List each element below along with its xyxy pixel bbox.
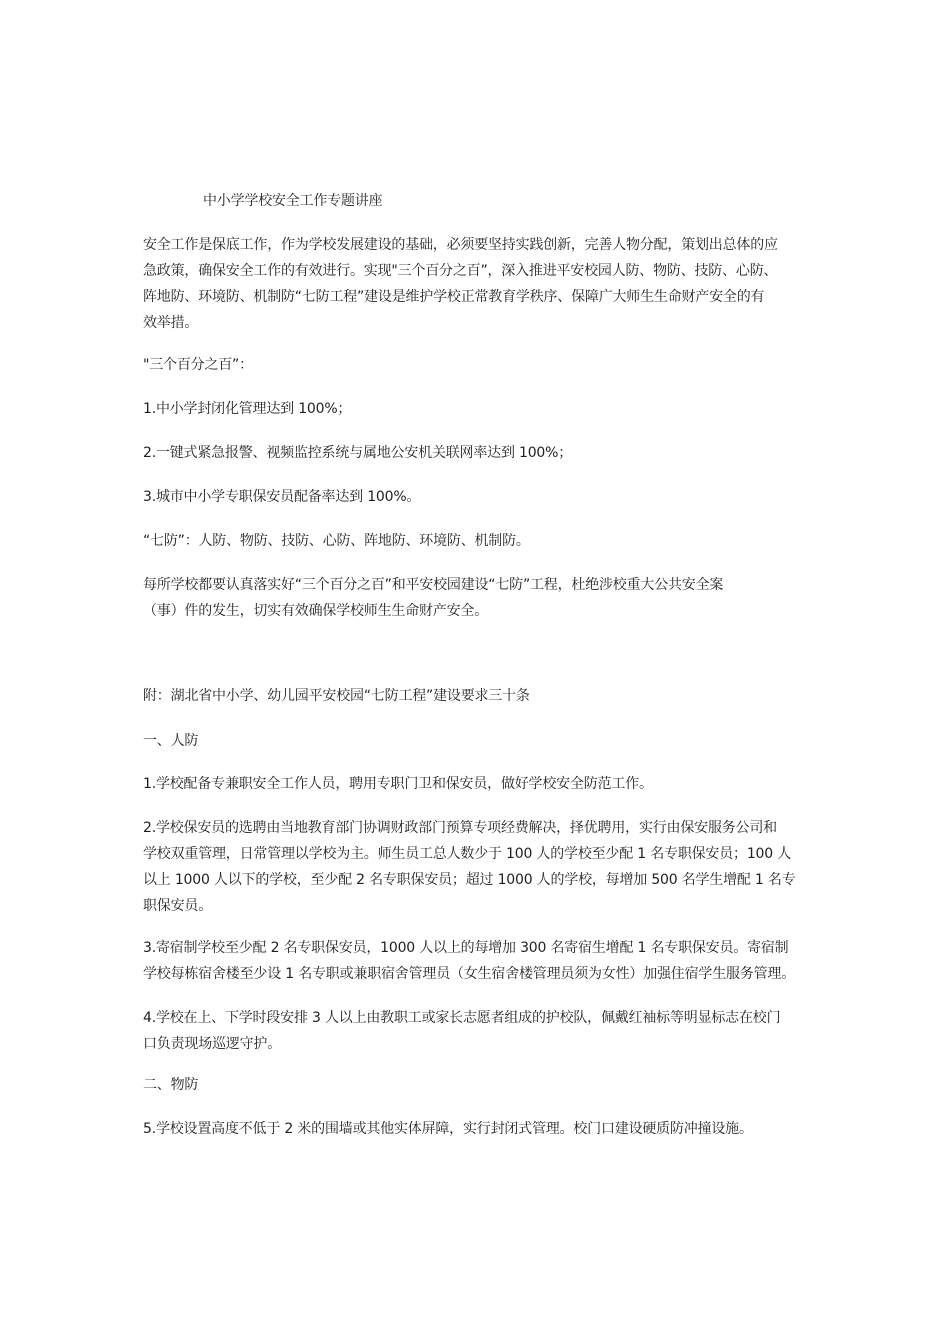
rule-5: 5.学校设置高度不低于 2 米的围墙或其他实体屏障，实行封闭式管理。校门口建设硬质防冲撞设施。 [143, 1121, 753, 1137]
rule-4-line: 4.学校在上、下学时段安排 3 人以上由教职工或家长志愿者组成的护校队，佩戴红袖标等明显标志在校门 [143, 1010, 781, 1026]
rule-1: 1.学校配备专兼职安全工作人员，聘用专职门卫和保安员，做好学校安全防范工作。 [143, 776, 653, 792]
section-1-heading: 一、人防 [143, 733, 199, 749]
list-item-2: 2.一键式紧急报警、视频监控系统与属地公安机关联网率达到 100%； [143, 445, 573, 461]
summary-line: 每所学校都要认真落实好“三个百分之百”和平安校园建设“七防”工程，杜绝涉校重大公共安全案 [143, 577, 724, 593]
summary-line: （事）件的发生，切实有效确保学校师生生命财产安全。 [143, 603, 488, 619]
rule-3 [143, 935, 813, 987]
rule-2-line: 职保安员。 [143, 898, 212, 914]
rule-4-line: 口负责现场巡逻守护。 [143, 1036, 281, 1052]
rule-2 [143, 815, 813, 919]
three-hundred-heading: "三个百分之百”： [143, 357, 253, 373]
seven-defense-line: “七防”：人防、物防、技防、心防、阵地防、环境防、机制防。 [143, 533, 530, 549]
rule-2-line: 2.学校保安员的选聘由当地教育部门协调财政部门预算专项经费解决，择优聘用，实行由保安服务公司和 [143, 820, 777, 836]
intro-line: 安全工作是保底工作，作为学校发展建设的基础，必须要坚持实践创新，完善人物分配，策划出总体的应 [143, 237, 778, 253]
intro-line: 效举措。 [143, 315, 199, 331]
appendix-title: 附：湖北省中小学、幼儿园平安校园“七防工程”建设要求三十条 [143, 688, 530, 704]
rule-3-line: 学校每栋宿舍楼至少设 1 名专职或兼职宿舍管理员（女生宿舍楼管理员须为女性）加强住宿学生服务管理。 [143, 966, 796, 982]
rule-3-line: 3.寄宿制学校至少配 2 名专职保安员，1000 人以上的每增加 300 名寄宿生增配 1 名专职保安员。寄宿制 [143, 940, 789, 956]
list-item-3: 3.城市中小学专职保安员配备率达到 100%。 [143, 489, 421, 505]
list-item-1: 1.中小学封闭化管理达到 100%； [143, 401, 352, 417]
document-title: 中小学学校安全工作专题讲座 [203, 193, 383, 209]
summary-paragraph [143, 572, 813, 624]
intro-line: 阵地防、环境防、机制防“七防工程”建设是维护学校正常教育学秩序、保障广大师生生命财产安全的有 [143, 289, 765, 305]
section-2-heading: 二、物防 [143, 1077, 199, 1093]
rule-2-line: 学校双重管理，日常管理以学校为主。师生员工总人数少于 100 人的学校至少配 1 名专职保安员；100 人 [143, 846, 791, 862]
intro-paragraph [143, 232, 813, 336]
rule-2-line: 以上 1000 人以下的学校，至少配 2 名专职保安员；超过 1000 人的学校，每增加 500 名学生增配 1 名专 [143, 872, 796, 888]
intro-line: 急政策，确保安全工作的有效进行。实现"三个百分之百”，深入推进平安校园人防、物防、技防、心防、 [143, 263, 778, 279]
rule-4 [143, 1005, 813, 1057]
